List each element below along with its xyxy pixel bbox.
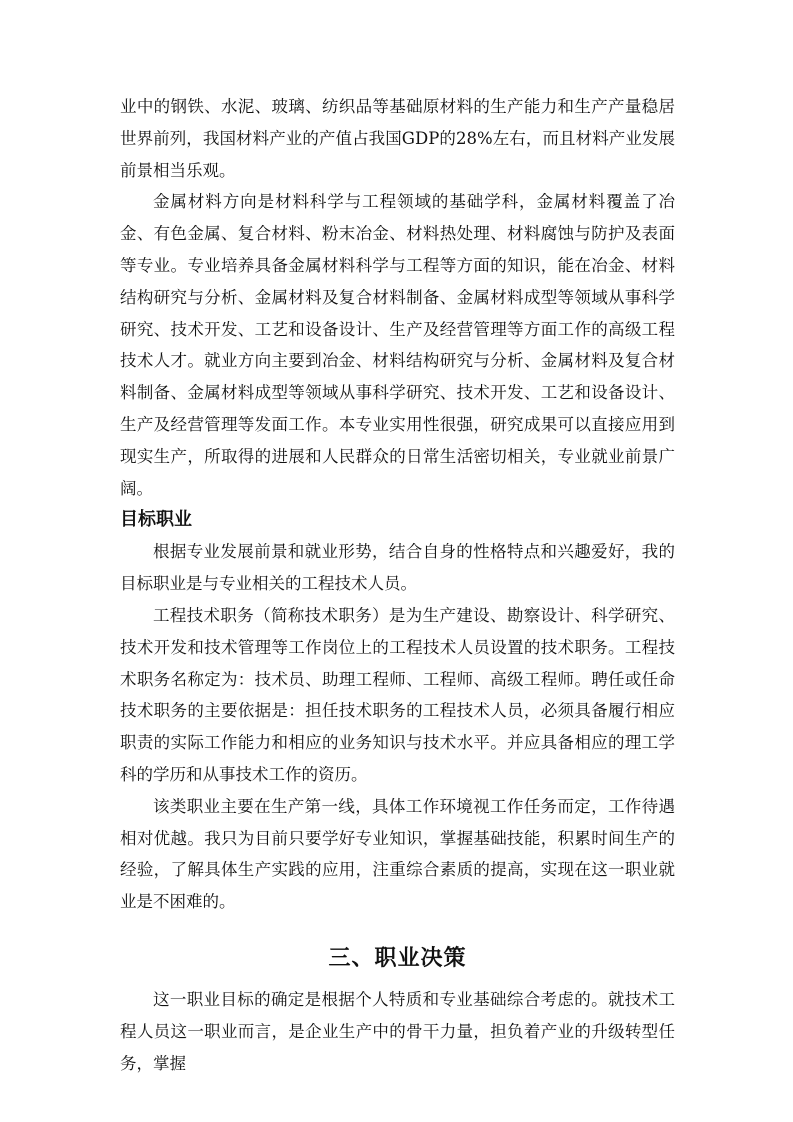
paragraph-work-environment: 该类职业主要在生产第一线，具体工作环境视工作任务而定，工作待遇相对优越。我只为目前只要学好专业知识，掌握基础技能，积累时间生产的经验，了解具体生产实践的应用，注重综合素质的提高，实现在这一职业就业是不困难的。 xyxy=(120,796,675,912)
paragraph-target-career: 根据专业发展前景和就业形势，结合自身的性格特点和兴趣爱好，我的目标职业是与专业相关的工程技术人员。 xyxy=(120,542,675,594)
paragraph-materials-industry: 业中的钢铁、水泥、玻璃、纺织品等基础原材料的生产能力和生产产量稳居世界前列，我国材料产业的产值占我国GDP的28%左右，而且材料产业发展前景相当乐观。 xyxy=(120,97,675,180)
paragraph-career-decision: 这一职业目标的确定是根据个人特质和专业基础综合考虑的。就技术工程人员这一职业而言，是企业生产中的骨干力量，担负着产业的升级转型任务，掌握 xyxy=(120,989,675,1073)
document-page xyxy=(120,91,675,1079)
paragraph-metal-materials: 金属材料方向是材料科学与工程领域的基础学科，金属材料覆盖了冶金、有色金属、复合材料、粉末冶金、材料热处理、材料腐蚀与防护及表面等专业。专业培养具备金属材料科学与工程等方面的知识，能在冶金、材料结构研究与分析、金属材料及复合材料制备、金属材料成型等领域从事科学研究、技术开发、工艺和设备设计、生产及经营管理等方面工作的高级工程技术人才。就业方向主要到冶金、材料结构研究与分析、金属材料及复合材料制备、金属材料成型等领域从事科学研究、技术开发、工艺和设备设计、生产及经营管理等发面工作。本专业实用性很强，研究成果可以直接应用到现实生产，所取得的进展和人民群众的日常生活密切相关，专业就业前景广阔。 xyxy=(120,192,675,498)
section-title-career-decision: 三、职业决策 xyxy=(328,945,467,971)
subheading-target-career: 目标职业 xyxy=(120,509,192,531)
paragraph-engineering-titles: 工程技术职务（简称技术职务）是为生产建设、勘察设计、科学研究、技术开发和技术管理等工作岗位上的工程技术人员设置的技术职务。工程技术职务名称定为：技术员、助理工程师、工程师、高级工程师。聘任或任命技术职务的主要依据是：担任技术职务的工程技术人员，必须具备履行相应职责的实际工作能力和相应的业务知识与技术水平。并应具备相应的理工学科的学历和从事技术工作的资历。 xyxy=(120,605,675,784)
